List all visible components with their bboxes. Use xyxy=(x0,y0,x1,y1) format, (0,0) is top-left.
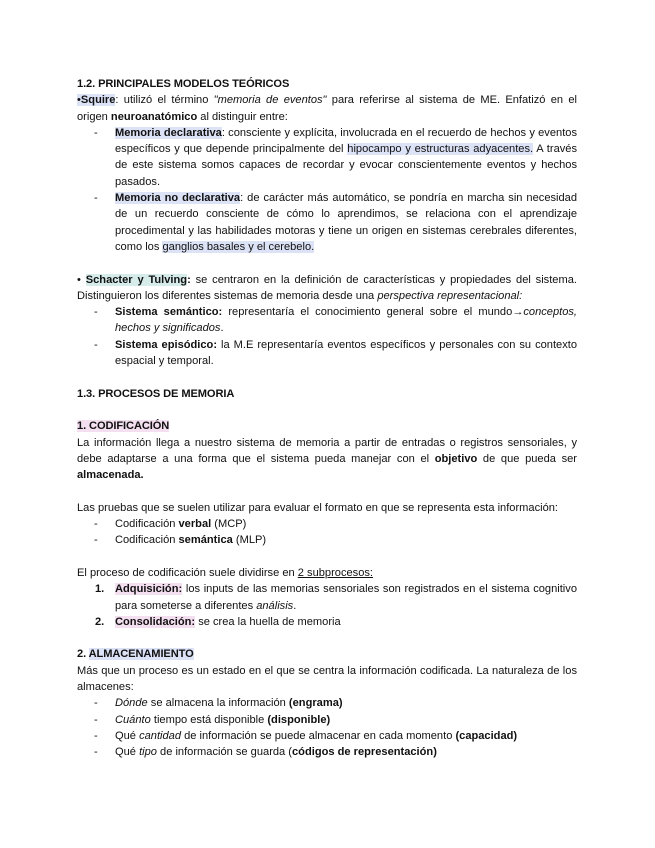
document-page xyxy=(77,76,577,760)
heading-almacenamiento: 2. ALMACENAMIENTO xyxy=(77,648,194,661)
codificacion-paragraph: La información llega a nuestro sistema de memoria a partir de entradas o registros sensoriales, y debe adaptarse a una forma que el sistema pueda manejar con el objetivo de que pueda ser almacenada. xyxy=(77,436,577,482)
list-item: - Dónde se almacena la información (engrama) xyxy=(115,695,577,711)
section-title-procesos: 1.3. PROCESOS DE MEMORIA xyxy=(77,387,235,400)
almacenamiento-list xyxy=(77,695,577,760)
schacter-list xyxy=(77,304,577,369)
schacter-paragraph: • Schacter y Tulving: se centraron en la definición de características y propiedades del sistema. Distinguieron los diferentes sistemas de memoria desde una perspectiva representacional: xyxy=(77,273,577,302)
list-item: - Codificación verbal (MCP) xyxy=(115,516,577,532)
subprocesos-list xyxy=(77,581,577,630)
pruebas-paragraph: Las pruebas que se suelen utilizar para evaluar el formato en que se representa esta información: xyxy=(77,501,559,514)
list-item-semantico: - Sistema semántico: representaría el conocimiento general sobre el mundo→conceptos, hechos y significados. xyxy=(115,304,577,337)
schacter-name: Schacter y Tulving xyxy=(85,273,188,286)
almacenamiento-paragraph: Más que un proceso es un estado en el que se centra la información codificada. La naturaleza de los almacenes: xyxy=(77,664,577,693)
codificacion-list xyxy=(77,516,577,549)
list-item-declarativa: - Memoria declarativa: consciente y explícita, involucrada en el recuerdo de hechos y eventos específicos y que depende principalmente del hipocampo y estructuras adyacentes. A través de este sistema somos capaces de recordar y evocar conscientemente eventos y hechos pasados. xyxy=(115,125,577,190)
heading-codificacion: 1. CODIFICACIÓN xyxy=(77,420,170,433)
subprocesos-paragraph: El proceso de codificación suele dividirse en 2 subprocesos: xyxy=(77,566,374,579)
term-neuroanatomico: neuroanatómico xyxy=(110,110,198,123)
list-item-episodico: - Sistema episódico: la M.E representaría eventos específicos y personales con su contexto espacial y temporal. xyxy=(115,337,577,370)
squire-list xyxy=(77,125,577,255)
section-title-modelos: 1.2. PRINCIPALES MODELOS TEÓRICOS xyxy=(77,78,290,90)
list-item-consolidacion: 2. Consolidación: se crea la huella de memoria xyxy=(95,615,341,628)
list-item: - Qué cantidad de información se puede almacenar en cada momento (capacidad) xyxy=(115,728,577,744)
list-item: - Cuánto tiempo está disponible (disponible) xyxy=(115,712,577,728)
list-item-no-declarativa: - Memoria no declarativa: de carácter más automático, se pondría en marcha sin necesidad de un recuerdo consciente de cómo lo aprendimos, se relaciona con el aprendizaje procedimental y las habilidades motoras y tiene un origen en sistemas cerebrales diferentes, como los ganglios basales y el cerebelo. xyxy=(115,190,577,255)
list-item: - Qué tipo de información se guarda (códigos de representación) xyxy=(115,744,577,760)
squire-name: Squire xyxy=(80,94,116,107)
list-item-adquisicion: 1. Adquisición: los inputs de las memorias sensoriales son registrados en el sistema cognitivo para someterse a diferentes análisis. xyxy=(95,583,577,612)
term-memoria-eventos: "memoria de eventos" xyxy=(213,94,327,107)
list-item: - Codificación semántica (MLP) xyxy=(115,532,577,548)
squire-paragraph: •Squire: utilizó el término "memoria de eventos" para referirse al sistema de ME. Enfatizó en el origen neuroanatómico al distinguir entre: xyxy=(77,94,577,123)
bullet: • xyxy=(77,94,81,107)
